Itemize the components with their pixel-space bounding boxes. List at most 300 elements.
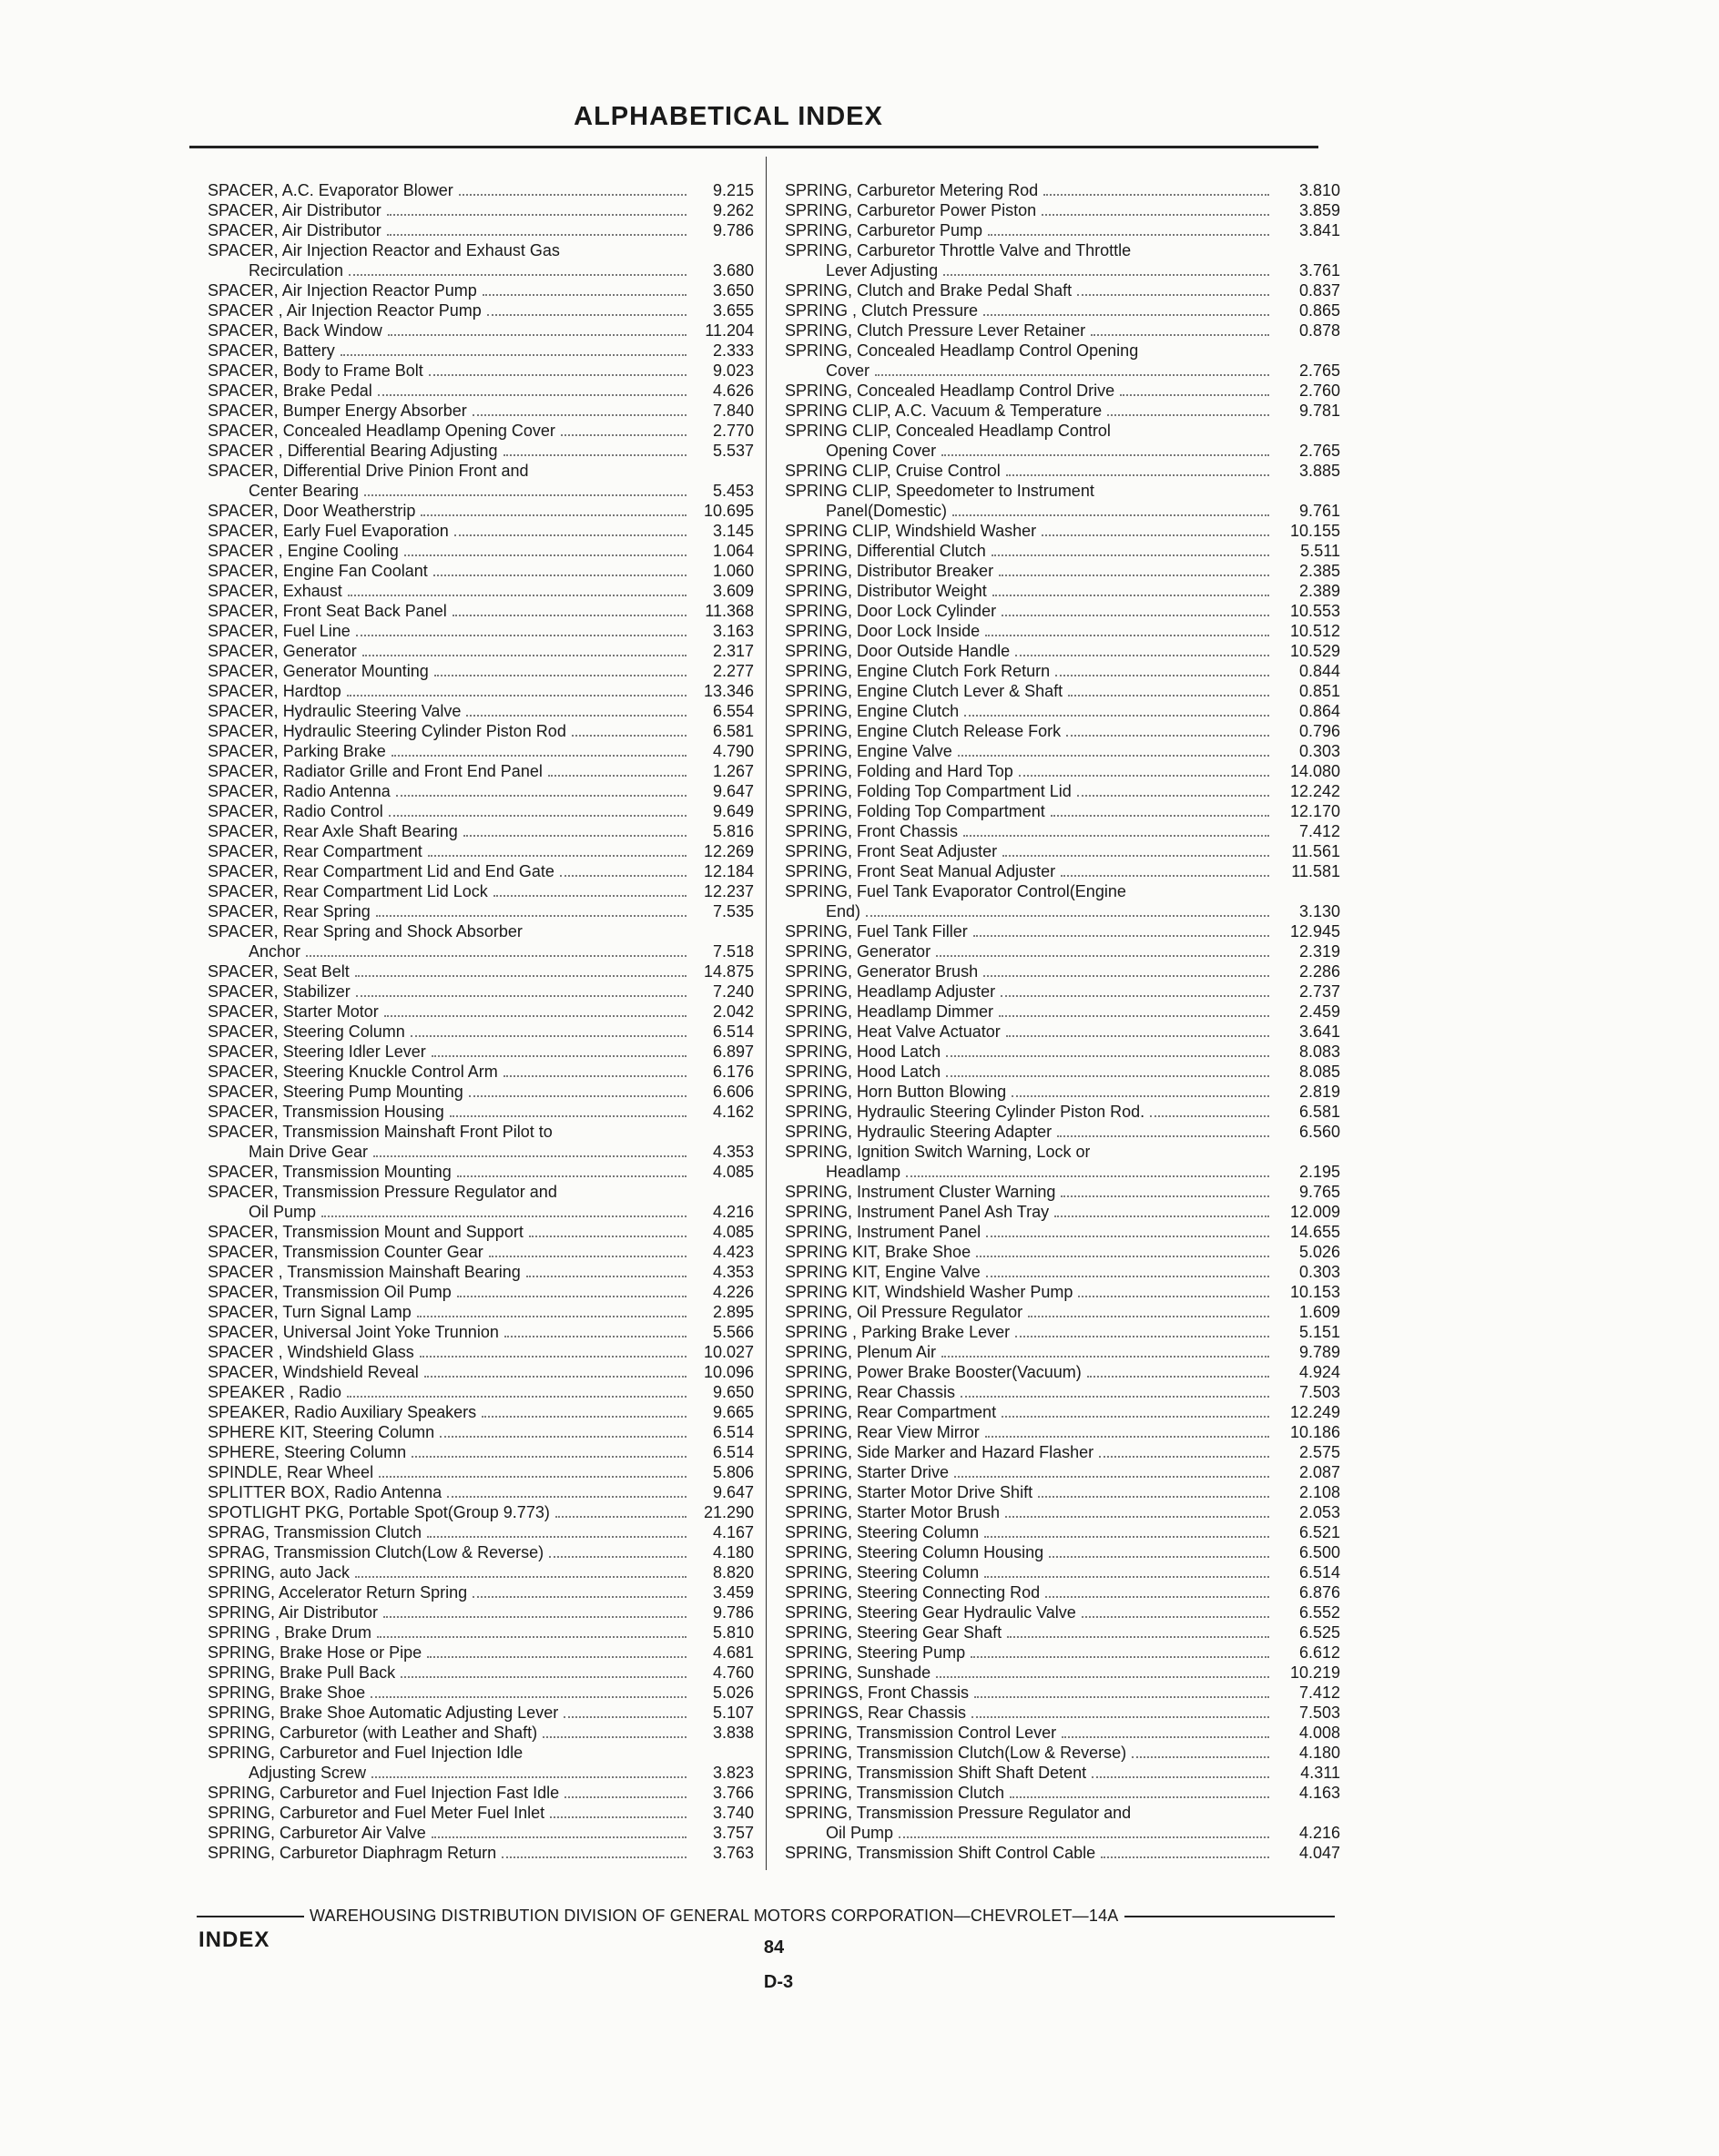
dot-leader <box>1015 655 1269 656</box>
index-entry <box>208 541 754 561</box>
entry-page-ref: 9.650 <box>712 1383 754 1401</box>
index-entry <box>208 721 754 741</box>
index-entry <box>785 1322 1340 1342</box>
entry-page-ref: 2.195 <box>1298 1163 1340 1181</box>
index-entry <box>785 541 1340 561</box>
dot-leader <box>899 1836 1269 1838</box>
dot-leader <box>1066 735 1269 737</box>
entry-name: SPRINGS, Rear Chassis <box>785 1703 967 1722</box>
index-entry <box>208 1382 754 1402</box>
dot-leader <box>427 1536 687 1538</box>
entry-page-ref: 3.459 <box>712 1583 754 1602</box>
entry-name: SPRING, Transmission Clutch(Low & Reverse) <box>785 1744 1127 1762</box>
entry-name: SPRING CLIP, Speedometer to Instrument <box>785 482 1094 500</box>
index-entry <box>785 721 1340 741</box>
entry-name: SPACER , Windshield Glass <box>208 1343 414 1361</box>
index-entry <box>208 1602 754 1622</box>
page-title: ALPHABETICAL INDEX <box>574 102 883 131</box>
index-entry <box>785 1783 1340 1803</box>
index-entry <box>785 1843 1340 1863</box>
dot-leader <box>356 995 687 997</box>
entry-name: SPACER, Hydraulic Steering Valve <box>208 702 462 720</box>
entry-name: SPRING, Front Seat Manual Adjuster <box>785 862 1056 880</box>
entry-page-ref: 0.837 <box>1298 281 1340 300</box>
dot-leader <box>963 835 1269 837</box>
index-entry <box>208 1462 754 1482</box>
entry-page-ref: 9.023 <box>712 361 754 380</box>
entry-name: SPACER, Transmission Pressure Regulator and <box>208 1183 557 1201</box>
entry-page-ref: 0.878 <box>1298 321 1340 340</box>
entry-page-ref: 9.665 <box>712 1403 754 1421</box>
index-entry <box>785 361 1340 381</box>
index-entry <box>208 1402 754 1422</box>
index-entry <box>785 461 1340 481</box>
entry-page-ref: 10.695 <box>703 502 754 520</box>
entry-name: SPRING, Plenum Air <box>785 1343 937 1361</box>
index-entry <box>208 1302 754 1322</box>
entry-page-ref: 9.647 <box>712 782 754 800</box>
index-entry <box>208 1683 754 1703</box>
dot-leader <box>306 955 687 957</box>
dot-leader <box>384 1015 687 1017</box>
index-entry <box>208 1142 754 1162</box>
dot-leader <box>999 1015 1269 1017</box>
index-entry <box>208 1522 754 1542</box>
dot-leader <box>427 1656 687 1658</box>
entry-name: SPRING, Oil Pressure Regulator <box>785 1303 1023 1321</box>
dot-leader <box>341 354 687 356</box>
entry-page-ref: 10.096 <box>703 1363 754 1381</box>
index-entry <box>785 701 1340 721</box>
dot-leader <box>555 1516 687 1518</box>
index-entry <box>208 901 754 921</box>
entry-name: SPHERE KIT, Steering Column <box>208 1423 435 1441</box>
dot-leader <box>347 1396 687 1398</box>
entry-name: SPRING, Distributor Weight <box>785 582 987 600</box>
entry-name: SPACER, Hardtop <box>208 682 341 700</box>
entry-name: SPACER, Rear Compartment Lid Lock <box>208 882 488 900</box>
dot-leader <box>984 1536 1269 1538</box>
entry-name: SPACER, Transmission Mounting <box>208 1163 452 1181</box>
dot-leader <box>420 1356 687 1358</box>
entry-name: Oil Pump <box>826 1824 894 1842</box>
entry-name: SPRING, auto Jack <box>208 1563 351 1581</box>
entry-page-ref: 9.262 <box>712 201 754 219</box>
index-entry <box>208 581 754 601</box>
entry-name: SPACER, Rear Compartment <box>208 842 422 860</box>
entry-name: SPRING, Carburetor Power Piston <box>785 201 1037 219</box>
entry-page-ref: 2.333 <box>712 341 754 360</box>
entry-name: SPRING, Concealed Headlamp Control Drive <box>785 381 1115 400</box>
entry-name: SPACER , Air Injection Reactor Pump <box>208 301 482 320</box>
dot-leader <box>364 494 687 496</box>
entry-page-ref: 2.317 <box>712 642 754 660</box>
dot-leader <box>983 314 1269 316</box>
dot-leader <box>936 1676 1269 1678</box>
entry-page-ref: 4.216 <box>712 1203 754 1221</box>
dot-leader <box>378 394 687 396</box>
index-entry <box>785 280 1340 300</box>
index-entry <box>785 921 1340 941</box>
dot-leader <box>1002 855 1269 857</box>
entry-page-ref: 7.518 <box>712 942 754 961</box>
dot-leader <box>985 635 1269 636</box>
dot-leader <box>379 1476 687 1478</box>
entry-page-ref: 9.649 <box>712 802 754 820</box>
entry-name: Panel(Domestic) <box>826 502 948 520</box>
entry-page-ref: 10.155 <box>1289 522 1340 540</box>
dot-leader <box>424 1376 687 1378</box>
entry-name: SPRING, Steering Gear Hydraulic Valve <box>785 1603 1076 1622</box>
index-entry <box>208 1803 754 1823</box>
footer-distribution-line <box>197 1907 1335 1926</box>
index-entry <box>785 240 1340 260</box>
entry-page-ref: 6.500 <box>1298 1543 1340 1561</box>
index-entry <box>785 1062 1340 1082</box>
entry-name: SPRING, Folding Top Compartment Lid <box>785 782 1072 800</box>
entry-page-ref: 11.561 <box>1291 842 1340 860</box>
dot-leader <box>433 575 687 576</box>
index-entry <box>785 761 1340 781</box>
index-entry <box>208 941 754 961</box>
dot-leader <box>988 234 1269 236</box>
entry-page-ref: 4.085 <box>712 1223 754 1241</box>
entry-page-ref: 3.740 <box>712 1804 754 1822</box>
entry-page-ref: 4.163 <box>1298 1784 1340 1802</box>
entry-name: SPACER, Radiator Grille and Front End Panel <box>208 762 543 780</box>
entry-name: SPACER, Fuel Line <box>208 622 351 640</box>
entry-name: SPRING , Clutch Pressure <box>785 301 979 320</box>
dot-leader <box>1087 1376 1269 1378</box>
entry-page-ref: 6.606 <box>712 1083 754 1101</box>
index-entry <box>208 1763 754 1783</box>
dot-leader <box>356 635 687 636</box>
dot-leader <box>1057 1135 1269 1137</box>
index-entry <box>208 341 754 361</box>
entry-name: SPRING CLIP, Windshield Washer <box>785 522 1037 540</box>
entry-name: SPACER, Steering Pump Mounting <box>208 1083 463 1101</box>
entry-name: SPRING, Fuel Tank Evaporator Control(Engine <box>785 882 1126 900</box>
entry-page-ref: 5.511 <box>1300 542 1340 560</box>
index-entry <box>785 1562 1340 1582</box>
entry-page-ref: 4.047 <box>1298 1844 1340 1862</box>
dot-leader <box>1001 995 1269 997</box>
entry-name: SPRING, Steering Column <box>785 1523 980 1541</box>
entry-name: SPACER, Transmission Counter Gear <box>208 1243 483 1261</box>
entry-page-ref: 5.151 <box>1298 1323 1340 1341</box>
index-entry <box>785 581 1340 601</box>
entry-page-ref: 6.514 <box>1298 1563 1340 1581</box>
entry-name: SPRING, Carburetor Pump <box>785 221 983 239</box>
entry-name: SPRING CLIP, Concealed Headlamp Control <box>785 422 1111 440</box>
index-entry <box>208 240 754 260</box>
entry-name: SPINDLE, Rear Wheel <box>208 1463 374 1481</box>
index-entry <box>785 401 1340 421</box>
entry-name: SPRING, Carburetor and Fuel Injection Idle <box>208 1744 524 1762</box>
index-entry <box>208 1082 754 1102</box>
entry-page-ref: 2.765 <box>1298 361 1340 380</box>
index-entry <box>785 421 1340 441</box>
dot-leader <box>355 1576 687 1578</box>
index-entry <box>785 961 1340 981</box>
entry-page-ref: 8.085 <box>1298 1063 1340 1081</box>
entry-name: SPRING, Folding and Hard Top <box>785 762 1013 780</box>
index-entry <box>208 481 754 501</box>
entry-name: SPACER, Starter Motor <box>208 1002 379 1021</box>
entry-name: SPRING KIT, Engine Valve <box>785 1263 981 1281</box>
entry-name: SPRING, Brake Shoe Automatic Adjusting Lever <box>208 1703 559 1722</box>
dot-leader <box>387 234 687 236</box>
entry-page-ref: 3.650 <box>712 281 754 300</box>
index-entry <box>208 1562 754 1582</box>
entry-name: SPRING, Carburetor Metering Rod <box>785 181 1039 199</box>
entry-page-ref: 4.790 <box>712 742 754 760</box>
page-code: D-3 <box>763 1972 794 1992</box>
entry-page-ref: 5.107 <box>712 1703 754 1722</box>
index-entry <box>208 1703 754 1723</box>
entry-name: SPACER, Radio Antenna <box>208 782 391 800</box>
entry-name: SPACER, Engine Fan Coolant <box>208 562 428 580</box>
entry-name: SPRING, Engine Clutch Lever & Shaft <box>785 682 1063 700</box>
entry-name: SPRING, Air Distributor <box>208 1603 379 1622</box>
entry-page-ref: 6.514 <box>712 1443 754 1461</box>
dot-leader <box>473 414 687 416</box>
index-entry <box>785 1262 1340 1282</box>
dot-leader <box>549 1556 687 1558</box>
entry-page-ref: 4.423 <box>712 1243 754 1261</box>
index-entry <box>785 741 1340 761</box>
entry-page-ref: 0.851 <box>1298 682 1340 700</box>
dot-leader <box>1082 1616 1269 1618</box>
entry-name: SPRING, Power Brake Booster(Vacuum) <box>785 1363 1082 1381</box>
entry-page-ref: 7.503 <box>1298 1383 1340 1401</box>
entry-page-ref: 1.267 <box>712 762 754 780</box>
entry-name: Lever Adjusting <box>826 261 939 280</box>
entry-name: SPACER, Generator Mounting <box>208 662 429 680</box>
dot-leader <box>973 935 1269 937</box>
dot-leader <box>943 274 1269 276</box>
dot-leader <box>561 434 687 436</box>
entry-name: Opening Cover <box>826 442 937 460</box>
entry-page-ref: 6.525 <box>1298 1623 1340 1642</box>
index-entry <box>208 521 754 541</box>
entry-page-ref: 9.765 <box>1298 1183 1340 1201</box>
dot-leader <box>875 374 1269 376</box>
entry-name: SPACER, Transmission Mainshaft Front Pilot to <box>208 1123 553 1141</box>
entry-page-ref: 3.838 <box>712 1724 754 1742</box>
entry-page-ref: 4.311 <box>1300 1764 1340 1782</box>
index-entry <box>208 1843 754 1863</box>
dot-leader <box>1028 1316 1269 1317</box>
entry-page-ref: 8.820 <box>712 1563 754 1581</box>
index-entry <box>785 801 1340 821</box>
dot-leader <box>447 1496 687 1498</box>
index-entry <box>785 1482 1340 1502</box>
entry-name: SPRING, Horn Button Blowing <box>785 1083 1007 1101</box>
entry-page-ref: 5.806 <box>712 1463 754 1481</box>
index-entry <box>208 421 754 441</box>
entry-page-ref: 12.269 <box>703 842 754 860</box>
index-entry <box>208 361 754 381</box>
entry-page-ref: 7.240 <box>712 982 754 1001</box>
entry-page-ref: 4.353 <box>712 1263 754 1281</box>
entry-name: SPRING, Clutch Pressure Lever Retainer <box>785 321 1086 340</box>
index-entry <box>785 1602 1340 1622</box>
entry-page-ref: 7.535 <box>712 902 754 920</box>
entry-page-ref: 6.560 <box>1298 1123 1340 1141</box>
index-entry <box>785 320 1340 341</box>
entry-page-ref: 2.042 <box>712 1002 754 1021</box>
entry-name: SPRING, Transmission Shift Control Cable <box>785 1844 1096 1862</box>
entry-name: SPRING CLIP, Cruise Control <box>785 462 1001 480</box>
entry-page-ref: 12.237 <box>703 882 754 900</box>
entry-name: SPRING, Heat Valve Actuator <box>785 1022 1001 1041</box>
dot-leader <box>463 835 687 837</box>
entry-page-ref: 3.763 <box>712 1844 754 1862</box>
index-entry <box>208 981 754 1002</box>
entry-name: SPRING, Side Marker and Hazard Flasher <box>785 1443 1094 1461</box>
entry-name: SPRING, Ignition Switch Warning, Lock or <box>785 1143 1091 1161</box>
entry-name: Main Drive Gear <box>249 1143 369 1161</box>
entry-name: SPRING, Carburetor and Fuel Meter Fuel Inlet <box>208 1804 545 1822</box>
dot-leader <box>1077 795 1269 797</box>
entry-name: SPRING, Steering Gear Shaft <box>785 1623 1002 1642</box>
dot-leader <box>373 1155 687 1157</box>
dot-leader <box>502 1856 687 1858</box>
index-entry <box>785 1763 1340 1783</box>
dot-leader <box>1042 534 1269 536</box>
entry-page-ref: 3.766 <box>712 1784 754 1802</box>
index-entry <box>208 601 754 621</box>
entry-name: SPACER, Windshield Reveal <box>208 1363 419 1381</box>
entry-name: SPRING KIT, Windshield Washer Pump <box>785 1283 1073 1301</box>
index-entry <box>208 961 754 981</box>
index-entry <box>785 1803 1340 1823</box>
entry-page-ref: 0.864 <box>1298 702 1340 720</box>
entry-page-ref: 2.319 <box>1298 942 1340 961</box>
index-entry <box>208 561 754 581</box>
dot-leader <box>1043 194 1269 196</box>
entry-name: SPACER, Brake Pedal <box>208 381 372 400</box>
index-entry <box>785 981 1340 1002</box>
dot-leader <box>986 1276 1269 1277</box>
index-entry <box>208 621 754 641</box>
footer-rule-right <box>1124 1916 1335 1917</box>
index-entry <box>208 1122 754 1142</box>
dot-leader <box>417 1316 687 1317</box>
entry-name: SPRING, Rear Compartment <box>785 1403 997 1421</box>
entry-name: SPRING, Fuel Tank Filler <box>785 922 968 941</box>
entry-name: Oil Pump <box>249 1203 317 1221</box>
entry-page-ref: 4.008 <box>1298 1724 1340 1742</box>
entry-name: SPACER, Air Injection Reactor and Exhaust Gas <box>208 241 560 259</box>
entry-name: SPRING, Rear Chassis <box>785 1383 956 1401</box>
dot-leader <box>434 675 687 676</box>
entry-page-ref: 9.215 <box>712 181 754 199</box>
entry-name: SPACER, Universal Joint Yoke Trunnion <box>208 1323 499 1341</box>
entry-name: SPACER, A.C. Evaporator Blower <box>208 181 453 199</box>
dot-leader <box>377 1636 687 1638</box>
right-index-column <box>785 180 1340 1863</box>
dot-leader <box>473 1596 687 1598</box>
entry-name: SPACER, Door Weatherstrip <box>208 502 416 520</box>
dot-leader <box>1150 1115 1269 1117</box>
entry-name: SPRING, Front Seat Adjuster <box>785 842 998 860</box>
index-entry <box>785 1582 1340 1602</box>
entry-name: SPRING, Hydraulic Steering Adapter <box>785 1123 1053 1141</box>
entry-name: SPACER, Exhaust <box>208 582 342 600</box>
entry-page-ref: 10.553 <box>1289 602 1340 620</box>
entry-name: SPRING, Door Lock Cylinder <box>785 602 997 620</box>
dot-leader <box>548 775 687 777</box>
entry-name: SPRING, Engine Clutch Release Fork <box>785 722 1062 740</box>
index-entry <box>208 1422 754 1442</box>
entry-page-ref: 1.064 <box>712 542 754 560</box>
entry-name: SPRING, Steering Column Housing <box>785 1543 1044 1561</box>
index-entry <box>208 1162 754 1182</box>
index-entry <box>208 1582 754 1602</box>
dot-leader <box>321 1215 687 1217</box>
index-entry <box>208 1342 754 1362</box>
dot-leader <box>971 1716 1269 1718</box>
dot-leader <box>362 655 687 656</box>
index-entry <box>208 180 754 200</box>
index-entry <box>208 1783 754 1803</box>
dot-leader <box>964 715 1269 717</box>
index-entry <box>785 1302 1340 1322</box>
index-entry <box>785 661 1340 681</box>
entry-page-ref: 3.609 <box>712 582 754 600</box>
index-entry <box>208 1022 754 1042</box>
index-entry <box>208 1642 754 1663</box>
entry-page-ref: 5.537 <box>712 442 754 460</box>
entry-page-ref: 9.786 <box>712 221 754 239</box>
entry-page-ref: 4.216 <box>1298 1824 1340 1842</box>
entry-page-ref: 2.277 <box>712 662 754 680</box>
dot-leader <box>388 334 687 336</box>
entry-name: SPACER, Transmission Housing <box>208 1103 444 1121</box>
index-entry <box>785 1202 1340 1222</box>
index-entry <box>785 1823 1340 1843</box>
entry-name: SPACER, Early Fuel Evaporation <box>208 522 449 540</box>
index-entry <box>208 1663 754 1683</box>
entry-page-ref: 3.757 <box>712 1824 754 1842</box>
entry-page-ref: 21.290 <box>703 1503 754 1521</box>
dot-leader <box>983 975 1269 977</box>
entry-name: SPRING, Clutch and Brake Pedal Shaft <box>785 281 1073 300</box>
index-entry <box>785 1422 1340 1442</box>
index-entry <box>785 881 1340 901</box>
index-entry <box>785 200 1340 220</box>
entry-name: Recirculation <box>249 261 344 280</box>
dot-leader <box>428 855 687 857</box>
entry-page-ref: 2.286 <box>1298 962 1340 981</box>
entry-page-ref: 9.786 <box>712 1603 754 1622</box>
entry-name: SPACER , Engine Cooling <box>208 542 399 560</box>
index-entry <box>785 481 1340 501</box>
entry-name: SPRING, Headlamp Adjuster <box>785 982 996 1001</box>
dot-leader <box>349 274 687 276</box>
index-entry <box>208 921 754 941</box>
index-entry <box>785 1142 1340 1162</box>
entry-page-ref: 3.761 <box>1298 261 1340 280</box>
entry-name: SPRING, Front Chassis <box>785 822 959 840</box>
index-entry <box>208 260 754 280</box>
dot-leader <box>1132 1756 1269 1758</box>
index-entry <box>208 1362 754 1382</box>
entry-name: SPRAG, Transmission Clutch <box>208 1523 422 1541</box>
index-entry <box>785 1542 1340 1562</box>
